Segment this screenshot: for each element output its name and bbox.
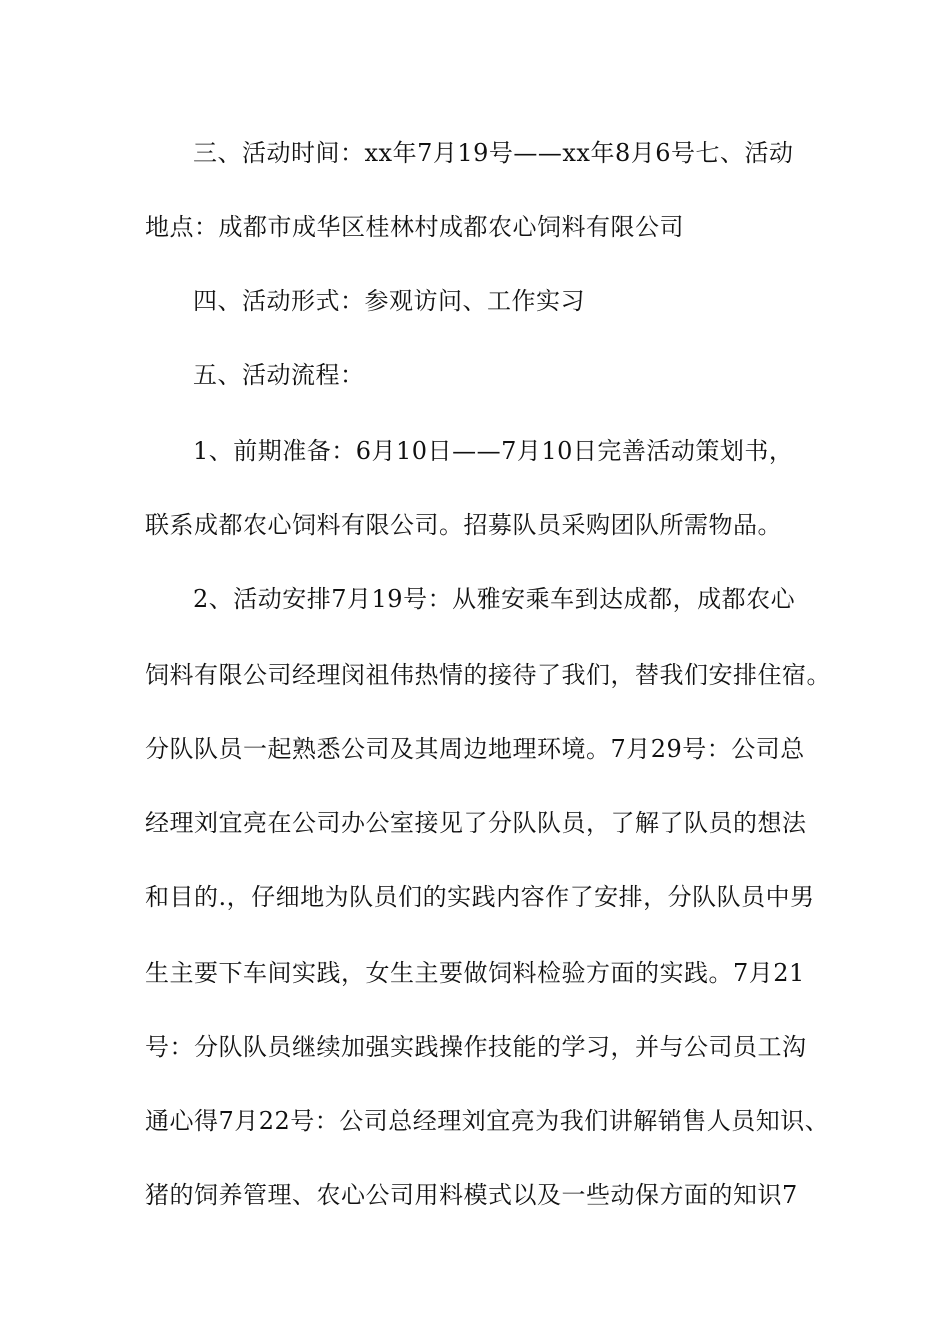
text-line: 生主要下车间实践，女生主要做饲料检验方面的实践。7月21: [145, 959, 805, 987]
text-line: 号：分队队员继续加强实践操作技能的学习，并与公司员工沟: [145, 1033, 807, 1061]
text-line: 分队队员一起熟悉公司及其周边地理环境。7月29号：公司总: [145, 735, 805, 763]
text-line: 2、活动安排7月19号：从雅安乘车到达成都，成都农心: [193, 585, 796, 613]
text-line: 猪的饲养管理、农心公司用料模式以及一些动保方面的知识7: [145, 1181, 798, 1209]
text-line: 五、活动流程：: [193, 361, 365, 389]
text-line: 和目的.，仔细地为队员们的实践内容作了安排，分队队员中男: [145, 883, 815, 911]
text-line: 地点：成都市成华区桂林村成都农心饲料有限公司: [145, 213, 684, 241]
text-line: 1、前期准备：6月10日——7月10日完善活动策划书，: [193, 437, 794, 465]
text-line: 联系成都农心饲料有限公司。招募队员采购团队所需物品。: [145, 511, 782, 539]
text-line: 三、活动时间：xx年7月19号——xx年8月6号七、活动: [193, 139, 794, 167]
text-line: 通心得7月22号：公司总经理刘宜亮为我们讲解销售人员知识、: [145, 1107, 830, 1135]
text-line: 经理刘宜亮在公司办公室接见了分队队员，了解了队员的想法: [145, 809, 807, 837]
text-line: 饲料有限公司经理闵祖伟热情的接待了我们，替我们安排住宿。: [145, 661, 831, 689]
text-line: 四、活动形式：参观访问、工作实习: [193, 287, 585, 315]
